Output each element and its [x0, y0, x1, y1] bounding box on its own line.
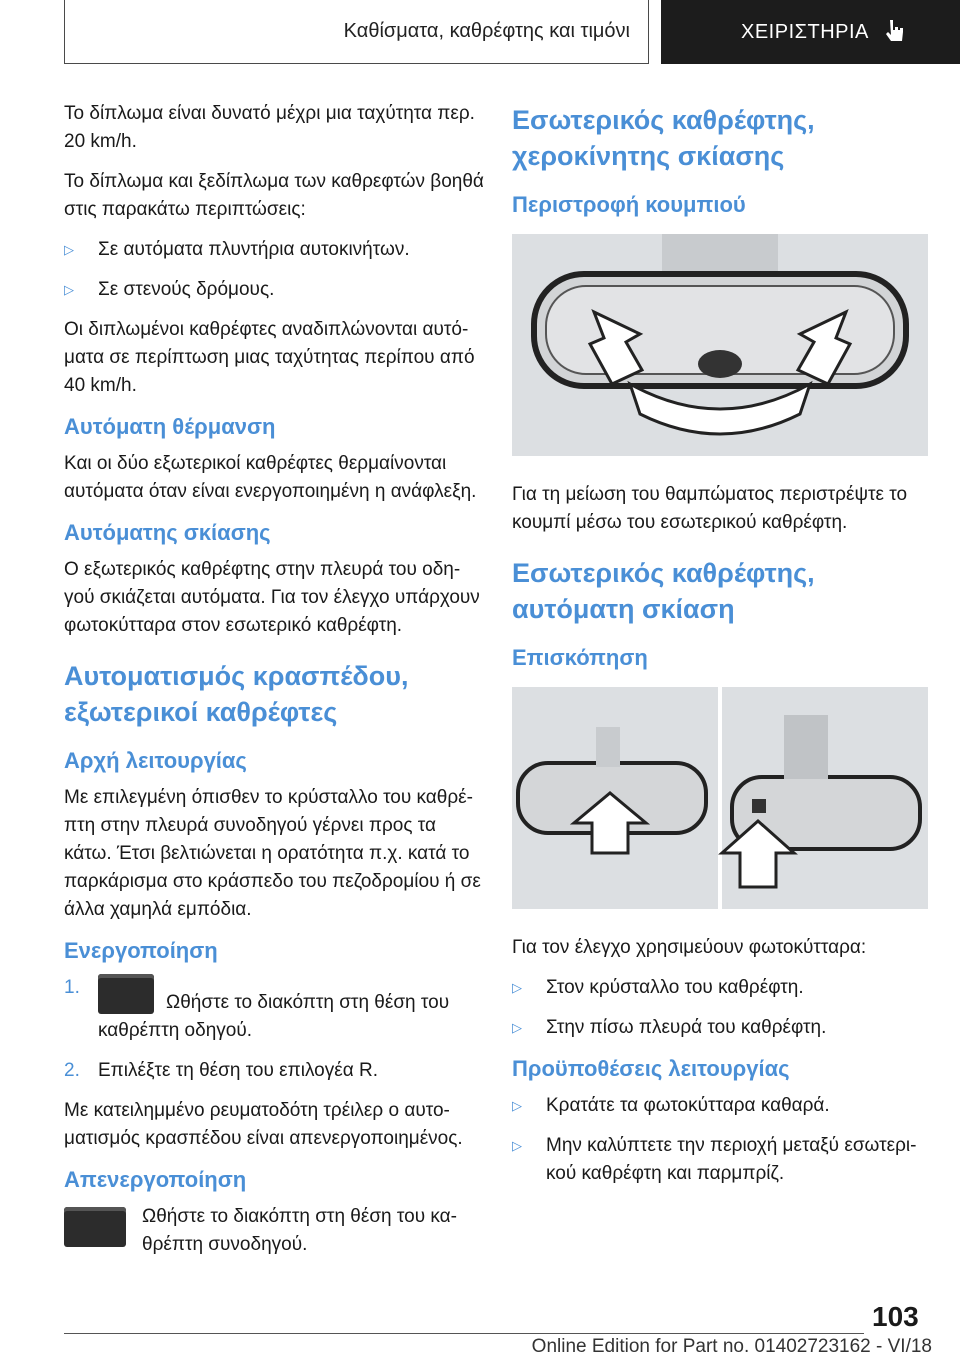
left-column	[64, 100, 484, 1271]
heading-dimming: Αυτόματης σκίασης	[64, 520, 271, 545]
list-item	[512, 974, 932, 1002]
triangle-bullet-icon: ▷	[64, 282, 74, 297]
step-item	[64, 1057, 484, 1085]
deactivation-row	[64, 1203, 484, 1271]
paragraph: Ωθήστε το διακόπτη στη θέση του καθρέπτη συνοδηγού.	[142, 1206, 457, 1255]
list-item	[64, 276, 484, 304]
list-item-text: Σε στενούς δρόμους.	[98, 279, 275, 300]
mirror-switch-icon	[64, 1207, 126, 1247]
triangle-bullet-icon: ▷	[512, 1098, 522, 1113]
heading-principle: Αρχή λειτουργίας	[64, 748, 247, 773]
heading-curb-monitor: Αυτοματισμός κρασπέδου, εξωτερικοί καθρέφτες	[64, 661, 409, 727]
page-number: 103	[872, 1301, 919, 1332]
heading-auto-dimming: Εσωτερικός καθρέφτης, αυτόματη σκίαση	[512, 558, 815, 624]
heading-overview: Επισκόπηση	[512, 645, 648, 670]
list-item-text: Στον κρύσταλλο του καθρέφτη.	[546, 977, 804, 998]
paragraph: Ο εξωτερικός καθρέφτης στην πλευρά του οδηγού σκιάζεται αυτόματα. Για τον έλεγχο υπάρχουν φωτοκύτταρα στον εσωτερικό καθρέφτη.	[64, 559, 480, 636]
triangle-bullet-icon: ▷	[512, 1138, 522, 1153]
mirror-knob-illustration	[512, 234, 928, 456]
list-item-text: Σε αυτόματα πλυντήρια αυτοκινήτων.	[98, 239, 410, 260]
section-title: Καθίσματα, καθρέφτης και τιμόνι	[343, 20, 630, 42]
list-item-text: Κρατάτε τα φωτοκύτταρα καθαρά.	[546, 1095, 830, 1116]
paragraph: Οι διπλωμένοι καθρέφτες αναδιπλώνονται αυτόματα σε περίπτωση μιας ταχύτητας περίπου από 40 km/h.	[64, 319, 475, 396]
paragraph: Το δίπλωμα και ξεδίπλωμα των καθρεφτών βοηθά στις παρακάτω περιπτώσεις:	[64, 171, 484, 220]
right-column	[512, 100, 932, 1200]
step-item	[64, 974, 484, 1045]
triangle-bullet-icon: ▷	[512, 1020, 522, 1035]
heading-heating: Αυτόματη θέρμανση	[64, 414, 276, 439]
heading-knob: Περιστροφή κουμπιού	[512, 192, 746, 217]
step-text: Ωθήστε το διακόπτη στη θέση του καθρέπτη οδηγού.	[98, 992, 450, 1041]
step-text: Επιλέξτε τη θέση του επιλογέα R.	[98, 1060, 378, 1081]
heading-prerequisites: Προϋποθέσεις λειτουργίας	[512, 1056, 790, 1081]
mirror-switch-icon	[98, 974, 154, 1014]
chapter-title: ΧΕΙΡΙΣΤΗΡΙΑ	[741, 20, 869, 43]
step-number: 1.	[64, 977, 80, 998]
photocell-illustration	[512, 687, 928, 909]
list-item	[512, 1132, 932, 1188]
paragraph: Με κατειλημμένο ρευματοδότη τρέιλερ ο αυτοματισμός κρασπέδου είναι απενεργοποιημένος.	[64, 1100, 463, 1149]
paragraph: Το δίπλωμα είναι δυνατό μέχρι μια ταχύτητα περ. 20 km/h.	[64, 103, 475, 152]
triangle-bullet-icon: ▷	[64, 242, 74, 257]
paragraph: Και οι δύο εξωτερικοί καθρέφτες θερμαίνονται αυτόματα όταν είναι ενεργοποιημένη η ανάφλεξη.	[64, 453, 477, 502]
paragraph: Με επιλεγμένη όπισθεν το κρύσταλλο του καθρέπτη στην πλευρά συνοδηγού γέρνει προς τα κάτω. Έτσι βελτιώνεται η ορατότητα π.χ. κατά το παρκάρισμα στο κράσπεδο του πεζοδρομίου ή σε άλλα χαμηλά εμπόδια.	[64, 787, 481, 920]
list-item	[512, 1014, 932, 1042]
list-item-text: Μην καλύπτετε την περιοχή μεταξύ εσωτερικού καθρέφτη και παρμπρίζ.	[546, 1135, 917, 1184]
heading-activation: Ενεργοποίηση	[64, 938, 218, 963]
list-item-text: Στην πίσω πλευρά του καθρέφτη.	[546, 1017, 827, 1038]
footer-edition: Online Edition for Part no. 01402723162 - VI/18	[531, 1336, 932, 1357]
paragraph: Για τη μείωση του θαμπώματος περιστρέψτε το κουμπί μέσω του εσωτερικού καθρέφτη.	[512, 484, 908, 533]
step-number: 2.	[64, 1060, 80, 1081]
header-chapter	[661, 0, 960, 64]
heading-manual-dimming: Εσωτερικός καθρέφτης, χεροκίνητης σκίασης	[512, 105, 815, 171]
list-item	[64, 236, 484, 264]
paragraph: Για τον έλεγχο χρησιμεύουν φωτοκύτταρα:	[512, 937, 867, 958]
triangle-bullet-icon: ▷	[512, 980, 522, 995]
hand-pointer-icon	[883, 18, 907, 46]
heading-deactivation: Απενεργοποίηση	[64, 1167, 247, 1192]
header-section-title	[64, 0, 649, 64]
list-item	[512, 1092, 932, 1120]
